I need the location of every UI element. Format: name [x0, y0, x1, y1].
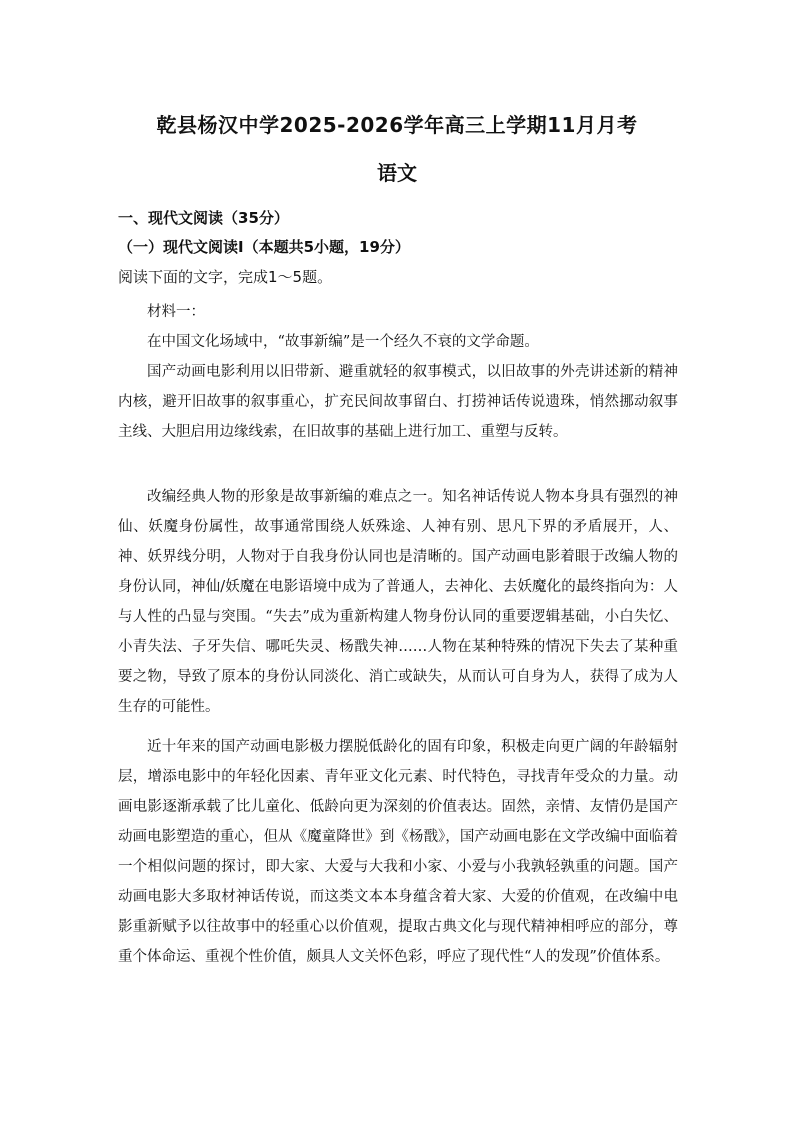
- paragraph: 在中国文化场域中，“故事新编”是一个经久不衰的文学命题。: [147, 334, 539, 350]
- paragraph: 改编经典人物的形象是故事新编的难点之一。知名神话传说人物本身具有强烈的神仙、妖魔身份属性，故事通常围绕人妖殊途、人神有别、思凡下界的矛盾展开，人、神、妖界线分明，人物对于自我身份认同也是清晰的。国产动画电影着眼于改编人物的身份认同，神仙/妖魔在电影语境中成为了普通人，去神化、去妖魔化的最终指向为：人与人性的凸显与突围。“失去”成为重新构建人物身份认同的重要逻辑基础，小白失忆、小青失法、子牙失信、哪吒失灵、杨戬失神……人物在某种特殊的情况下失去了某种重要之物，导致了原本的身份认同淡化、消亡或缺失，从而认可自身为人，获得了成为人生存的可能性。: [118, 489, 678, 715]
- reading-instruction: 阅读下面的文字，完成1～5题。: [118, 268, 333, 286]
- paragraph: 近十年来的国产动画电影极力摆脱低龄化的固有印象，积极走向更广阔的年龄辐射层，增添电影中的年轻化因素、青年亚文化元素、时代特色，寻找青年受众的力量。动画电影逐渐承载了比儿童化、低龄向更为深刻的价值表达。固然，亲情、友情仍是国产动画电影塑造的重心，但从《魔童降世》到《杨戬》，国产动画电影在文学改编中面临着一个相似问题的探讨，即大家、大爱与大我和小家、小爱与小我孰轻孰重的问题。国产动画电影大多取材神话传说，而这类文本本身蕴含着大家、大爱的价值观，在改编中电影重新赋予以往故事中的轻重心以价值观，提取古典文化与现代精神相呼应的部分，尊重个体命运、重视个性价值，颇具人文关怀色彩，呼应了现代性“人的发现”价值体系。: [118, 739, 678, 965]
- paragraph-block: [118, 482, 678, 722]
- paragraph-block: [118, 327, 678, 357]
- exam-title: 乾县杨汉中学2025-2026学年高三上学期11月月考: [156, 113, 638, 137]
- section-heading: 一、现代文阅读（35分）: [118, 209, 289, 227]
- paragraph-block: [118, 732, 678, 972]
- subsection-heading: （一）现代文阅读Ⅰ（本题共5小题，19分）: [118, 238, 410, 256]
- subject-title: 语文: [377, 161, 417, 185]
- paragraph: 国产动画电影利用以旧带新、避重就轻的叙事模式，以旧故事的外壳讲述新的精神内核，避开旧故事的叙事重心，扩充民间故事留白、打捞神话传说遗珠，悄然挪动叙事主线、大胆启用边缘线索，在旧故事的基础上进行加工、重塑与反转。: [118, 364, 678, 440]
- material-label: 材料一：: [147, 304, 205, 320]
- material-label-block: [118, 297, 678, 327]
- paragraph-block: [118, 357, 678, 447]
